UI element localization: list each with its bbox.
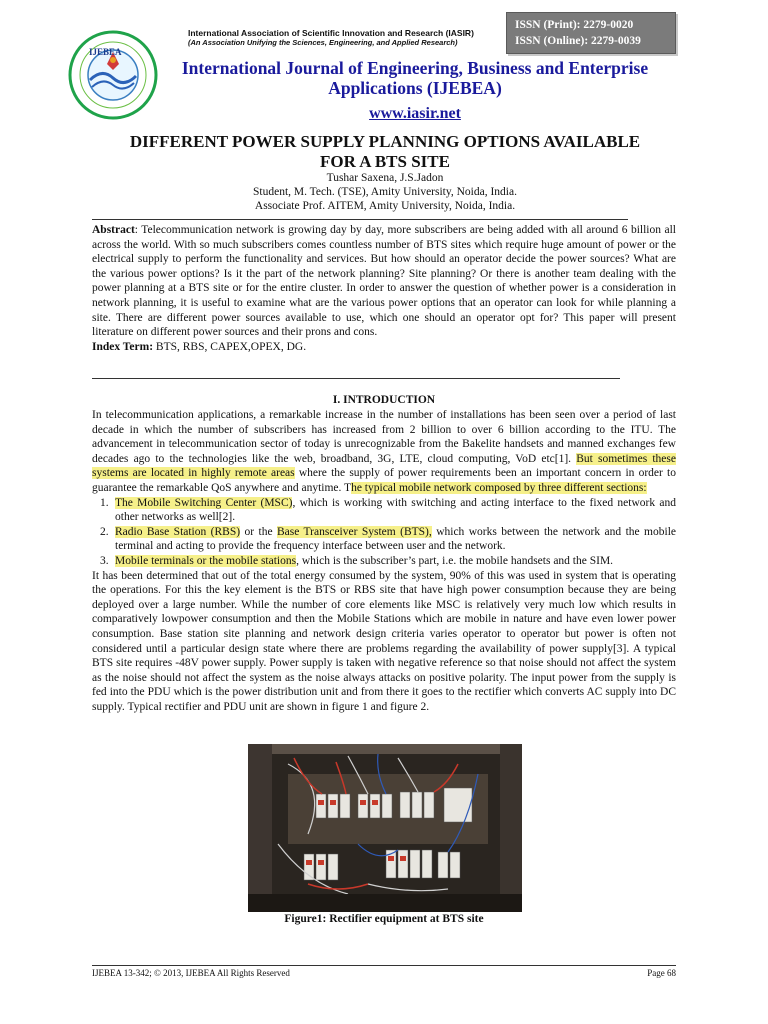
- list-item-text: which works between the network and the mobile terminal and acting to provide the frequency interface between user and the network.: [115, 525, 676, 553]
- journal-link[interactable]: www.iasir.net: [369, 105, 461, 122]
- list-number: 1.: [100, 496, 109, 509]
- paper-title-line2: FOR A BTS SITE: [320, 152, 450, 171]
- abstract-label: Abstract: [92, 224, 135, 236]
- introduction-body: [92, 408, 676, 714]
- list-number: 2.: [100, 525, 109, 538]
- footer-copyright: IJEBEA 13-342; © 2013, IJEBEA All Rights Reserved: [92, 968, 290, 978]
- list-item-text: , which is the subscriber’s part, i.e. the mobile handsets and the SIM.: [296, 554, 614, 567]
- intro-text-a: In telecommunication applications, a remarkable increase in the number of installations has been seen over a period of last decade in which the number of subscribers has increased from 2 billion to over 6 billion according to the ITU. The advancement in telecommunication sector of today is unrecognizable from the Bakelite handsets and manned exchanges few decades ago to the technologies like the web, broadband, 3G, LTE, cloud computing, VoD etc[1].: [92, 409, 676, 465]
- paper-title-line1: DIFFERENT POWER SUPPLY PLANNING OPTIONS AVAILABLE: [129, 132, 641, 151]
- author-block: [60, 171, 710, 213]
- list-item: [92, 525, 676, 554]
- abstract: [92, 223, 676, 354]
- affiliation-2: Associate Prof. AITEM, Amity University, Noida, India.: [254, 200, 516, 212]
- page-number: Page 68: [647, 968, 676, 978]
- divider-top: [92, 219, 628, 220]
- abstract-text: : Telecommunication network is growing day by day, more subscribers are being added with all around 6 billion all across the world. With so much subscribers comes countless number of BTS sites which require huge amount of power or the electrical supply to perform the functionality and services. But how should an operator decide the power sources? What are the various power options? Is it the part of the network planning? Site planning? Or there is another team dealing with the power planning at a BTS site or for the entire cluster. In order to answer the question of whether power is a consideration in network planning, it is useful to examine what are the various power options that an operator can look for while planning a site. There are different power sources available to use, which one should an operator opt for? This paper will present literature on different power sources and their prons and cons.: [92, 224, 676, 339]
- intro-paragraph-1: [92, 408, 676, 496]
- list-item: [92, 496, 676, 525]
- index-terms: BTS, RBS, CAPEX,OPEX, DG.: [153, 340, 307, 353]
- network-sections-list: [92, 496, 676, 569]
- highlight-mobile-stations: Mobile terminals or the mobile stations: [115, 554, 297, 567]
- journal-title-line1: International Journal of Engineering, Business and Enterprise: [181, 58, 649, 78]
- issn-box: [506, 12, 676, 54]
- index-term-label: Index Term:: [92, 340, 154, 353]
- journal-title-line2: Applications (IJEBEA): [328, 78, 502, 98]
- journal-title: [160, 58, 670, 98]
- highlight-bts: Base Transceiver System (BTS),: [276, 525, 432, 538]
- logo-text: IJEBEA: [89, 47, 122, 57]
- highlight-network-sections: he typical mobile network composed by three different sections:: [351, 481, 647, 494]
- organization-name: International Association of Scientific Innovation and Research (IASIR): [188, 28, 474, 38]
- list-item-text: , which is working with switching and acting interface to the fixed network and other networks as well[2].: [115, 496, 677, 524]
- issn-print: ISSN (Print): 2279-0020: [515, 19, 634, 31]
- paper-title: [60, 132, 710, 172]
- rectifier-equipment-photo: [248, 744, 522, 912]
- highlight-rbs: Radio Base Station (RBS): [115, 525, 241, 538]
- footer-divider: [92, 965, 676, 966]
- intro-paragraph-2: It has been determined that out of the total energy consumed by the system, 90% of this was used in system that is operating the operations. For this the key element is the BTS or RBS site that have high power consumption because they are being deployed over a large number. While the number of core elements like MSC is relatively very much low which results in comparatively lowpower consumption and then the Mobile Stations which are mobile in nature and have even lower power consumption. Base station site planning and network design criteria varies operator to operator but power is often not considered until a particular design state where there are problems regarding the availability of power supply[3]. A typical BTS site requires -48V power supply. Power supply is taken with negative reference so that noise should not affect the system as the noise should not affect the system as the noise always attacks on positive polarity. The input power from the supply is fed into the PDU which is the power distribution unit and from there it goes to the rectifier which converts AC supply into DC supply. Typical rectifier and PDU unit are shown in figure 1 and figure 2.: [92, 569, 676, 713]
- list-number: 3.: [100, 554, 109, 567]
- intro-text-b: where the supply of power requirements been an important concern in order to guarantee the remarkable QoS anywhere and anytime. T: [92, 467, 676, 494]
- list-item: [92, 554, 676, 569]
- organization-subtitle: (An Association Unifying the Sciences, Engineering, and Applied Research): [188, 38, 458, 47]
- figure-caption: Figure1: Rectifier equipment at BTS site: [284, 913, 484, 925]
- issn-online: ISSN (Online): 2279-0039: [515, 35, 641, 47]
- section-heading-introduction: I. INTRODUCTION: [332, 394, 436, 406]
- journal-logo: [68, 30, 158, 120]
- authors: Tushar Saxena, J.S.Jadon: [326, 172, 444, 184]
- affiliation-1: Student, M. Tech. (TSE), Amity University, Noida, India.: [253, 186, 517, 198]
- highlight-remote-areas: But sometimes these systems are located in highly remote areas: [92, 452, 676, 480]
- divider-bottom: [92, 378, 620, 379]
- highlight-msc: The Mobile Switching Center (MSC): [115, 496, 293, 509]
- list-item-connector: or the: [240, 525, 277, 538]
